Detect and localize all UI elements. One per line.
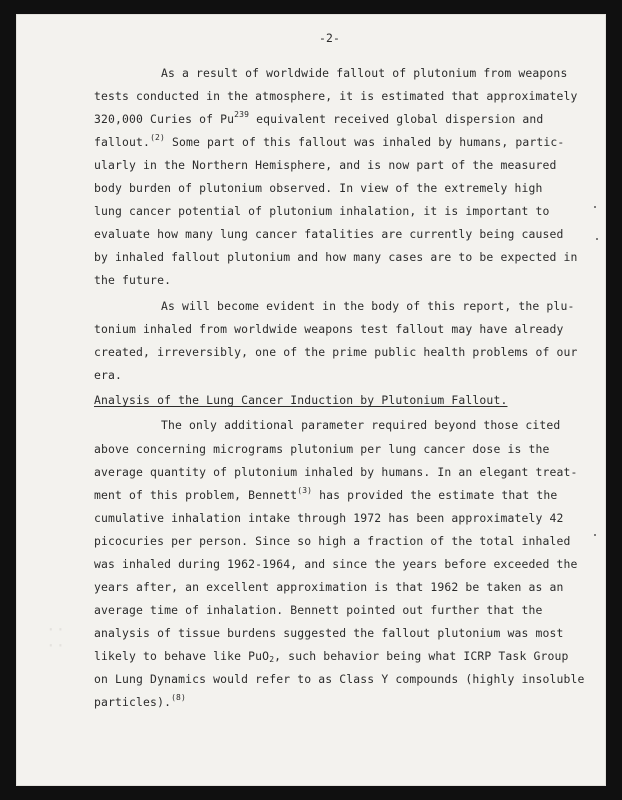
p1-line-8: evaluate how many lung cancer fatalities are currently being caused [94, 227, 564, 241]
p3-line-2: above concerning micrograms plutonium per lung cancer dose is the [94, 442, 550, 456]
p2-line-3: created, irreversibly, one of the prime public health problems of our [94, 345, 578, 359]
scan-speck [594, 534, 596, 536]
p3-line-6: picocuries per person. Since so high a fraction of the total inhaled [94, 534, 571, 548]
p3-line-13: particles).$^{(8)}$ [94, 693, 186, 709]
p2-line-4: era. [94, 368, 123, 382]
superscript-239: 239 [234, 110, 250, 119]
p3-line-9: average time of inhalation. Bennett pointed out further that the [94, 603, 543, 617]
p1-line-2: tests conducted in the atmosphere, it is estimated that approximately [94, 89, 578, 103]
scan-speck [594, 206, 596, 208]
p3-line-5: cumulative inhalation intake through 1972 has been approximately 42 [94, 511, 564, 525]
section-heading: Analysis of the Lung Cancer Induction by Plutonium Fallout. [94, 393, 508, 407]
citation-2: (2) [150, 133, 165, 142]
p1-line-9: by inhaled fallout plutonium and how many cases are to be expected in [94, 250, 578, 264]
p3-line-8: years after, an excellent approximation is that 1962 be taken as an [94, 580, 564, 594]
p3-line-3: average quantity of plutonium inhaled by humans. In an elegant treat- [94, 465, 578, 479]
p1-line-5: ularly in the Northern Hemisphere, and is now part of the measured [94, 158, 557, 172]
bleed-through-smudge: ·· ·· [46, 620, 66, 655]
p2-line-1: As will become evident in the body of this report, the plu- [161, 299, 575, 313]
p1-line-10: the future. [94, 273, 172, 287]
p3-line-1: The only additional parameter required beyond those cited [161, 418, 561, 432]
citation-8: (8) [171, 693, 186, 702]
scan-speck [596, 238, 598, 240]
document-page [16, 14, 606, 786]
p3-line-4: ment of this problem, Bennett$^{(3)}$ has provided the estimate that the [94, 486, 558, 502]
p1-line-7: lung cancer potential of plutonium inhalation, it is important to [94, 204, 550, 218]
p1-line-3: 320,000 Curies of Pu$^{239}$ equivalent received global dispersion and [94, 110, 544, 126]
p1-line-4: fallout.$^{(2)}$ Some part of this fallout was inhaled by humans, partic- [94, 133, 565, 149]
subscript-2: 2 [269, 655, 275, 664]
p1-line-1: As a result of worldwide fallout of plutonium from weapons [161, 66, 568, 80]
p3-line-12: on Lung Dynamics would refer to as Class Y compounds (highly insoluble [94, 672, 585, 686]
citation-3: (3) [297, 486, 313, 495]
p1-line-6: body burden of plutonium observed. In view of the extremely high [94, 181, 543, 195]
p2-line-2: tonium inhaled from worldwide weapons test fallout may have already [94, 322, 564, 336]
p3-line-11: likely to behave like PuO$_2$, such behavior being what ICRP Task Group [94, 649, 569, 664]
p3-line-7: was inhaled during 1962-1964, and since the years before exceeded the [94, 557, 578, 571]
p3-line-10: analysis of tissue burdens suggested the fallout plutonium was most [94, 626, 564, 640]
page-number: -2- [319, 31, 341, 45]
